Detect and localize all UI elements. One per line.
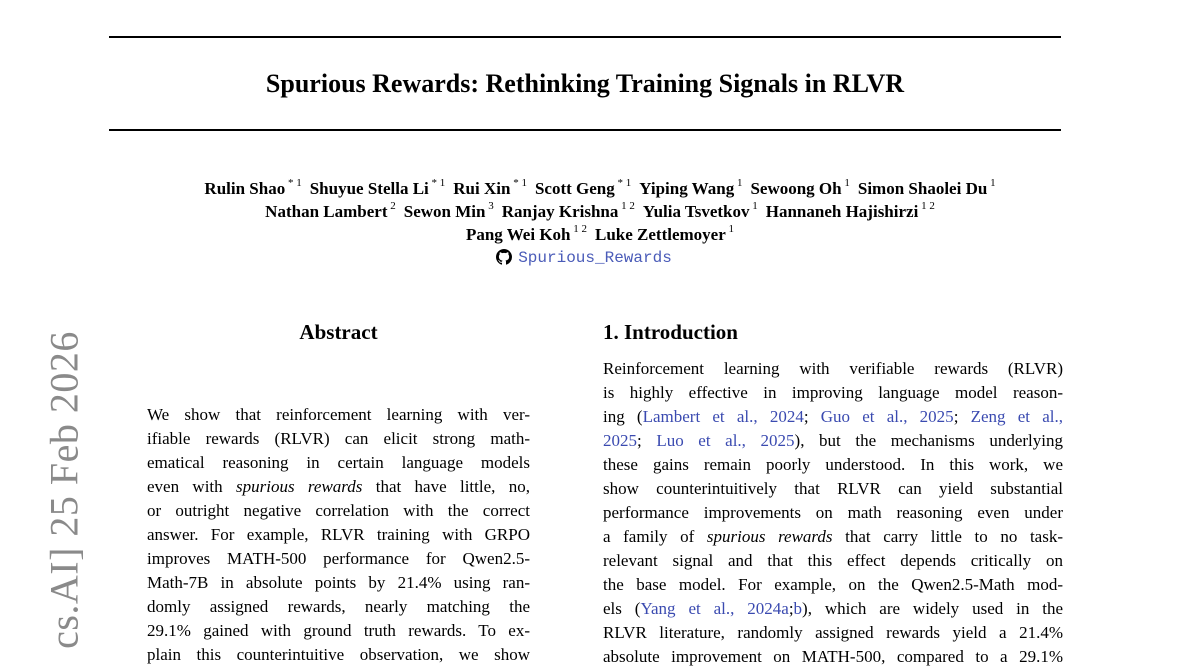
introduction-line: show counterintuitively that RLVR can yield substantial [603,479,1063,498]
author-name [858,179,996,198]
abstract-line: Math-7B in absolute points by 21.4% using ran- [147,573,530,592]
abstract-body [147,403,530,667]
author-list-row-3 [20,219,1180,246]
top-rule [109,36,1061,38]
author-name-text: Simon Shaolei Du [857,178,988,198]
author-affiliation-mark: 1 [749,200,758,212]
author-name [265,202,396,221]
abstract-line: We show that reinforcement learning with ver- [147,405,530,424]
author-name [750,179,849,198]
paper-title: Spurious Rewards: Rethinking Training Signals in RLVR [265,69,905,98]
author-affiliation-mark: 1 [734,177,743,189]
author-name-text: Sewon Min [403,201,486,221]
abstract-heading: Abstract [299,320,378,344]
introduction-line: is highly effective in improving language model reason- [603,383,1063,402]
introduction-line: absolute improvement on MATH-500, compared to a 29.1% [603,647,1063,666]
author-name-text: Rulin Shao [204,178,286,198]
author-affiliation-mark: 1 [841,177,850,189]
introduction-line: els (Yang et al., 2024a;b), which are widely used in the [603,599,1063,618]
author-name-text: Rui Xin [453,178,511,198]
abstract-line: answer. For example, RLVR training with GRPO [147,525,530,544]
author-name [766,202,935,221]
citation-link[interactable]: Luo et al., 2025 [656,431,795,450]
introduction-line: ing (Lambert et al., 2024; Guo et al., 2025; Zeng et al., [603,407,1063,426]
author-affiliation-mark: 1 2 [918,200,935,212]
abstract-line: even with spurious rewards that have little, no, [147,477,530,496]
abstract-line: domly assigned rewards, nearly matching the [147,597,530,616]
author-name-text: Nathan Lambert [265,201,388,221]
author-name [466,225,587,244]
abstract-line: ematical reasoning in certain language models [147,453,530,472]
author-affiliation-mark: * 1 [428,177,446,189]
citation-link[interactable]: Zeng et al., [970,407,1063,426]
author-name [453,179,527,198]
author-name [595,225,734,244]
author-name [639,179,742,198]
citation-link[interactable]: 2025 [603,431,637,450]
author-name [310,179,446,198]
citation-link[interactable]: b [793,599,803,618]
introduction-line: the base model. For example, on the Qwen2.5-Math mod- [603,575,1063,594]
author-affiliation-mark: * 1 [614,177,632,189]
author-name [404,202,494,221]
author-affiliation-mark: * 1 [285,177,302,189]
author-name-text: Hannaneh Hajishirzi [765,201,919,221]
title-bottom-rule [109,129,1061,131]
author-name [502,202,635,221]
abstract-line: 29.1% gained with ground truth rewards. To ex- [147,621,530,640]
author-name-text: Luke Zettlemoyer [595,224,726,244]
emphasis-text: spurious rewards [706,527,833,546]
author-affiliation-mark: 2 [387,200,396,212]
introduction-line: RLVR literature, randomly assigned rewards yield a 21.4% [603,623,1063,642]
repo-link-label[interactable]: Spurious_Rewards [518,249,672,267]
author-name-text: Yulia Tsvetkov [642,201,750,221]
author-name-text: Yiping Wang [639,178,735,198]
abstract-line: improves MATH-500 performance for Qwen2.5- [147,549,530,568]
author-affiliation-mark: 1 [987,177,996,189]
introduction-line: these gains remain poorly understood. In this work, we [603,455,1063,474]
citation-link[interactable]: Lambert et al., 2024 [642,407,804,426]
repo-link[interactable] [0,247,1168,269]
abstract-line: ifiable rewards (RLVR) can elicit strong math- [147,429,530,448]
author-name-text: Pang Wei Koh [465,224,571,244]
introduction-line: relevant signal and that this effect depends critically on [603,551,1063,570]
introduction-body [603,357,1063,669]
arxiv-side-stamp: cs.AI] 25 Feb 2026 [41,331,87,649]
author-name-text: Shuyue Stella Li [309,178,429,198]
introduction-heading: 1. Introduction [603,320,738,344]
author-name [204,179,301,198]
emphasis-text: spurious rewards [236,477,363,496]
author-name-text: Ranjay Krishna [501,201,619,221]
citation-link[interactable]: Yang et al., 2024a [640,599,789,618]
introduction-line: performance improvements on math reasoning even under [603,503,1063,522]
author-affiliation-mark: 1 2 [570,223,587,235]
introduction-line: 2025; Luo et al., 2025), but the mechanisms underlying [603,431,1063,450]
introduction-line: a family of spurious rewards that carry little to no task- [603,527,1063,546]
author-affiliation-mark: 1 2 [618,200,635,212]
author-name [643,202,758,221]
author-name-text: Scott Geng [534,178,615,198]
author-name [535,179,631,198]
github-icon [496,249,518,267]
author-affiliation-mark: * 1 [510,177,527,189]
abstract-line: or outright negative correlation with the correct [147,501,530,520]
citation-link[interactable]: Guo et al., 2025 [820,407,954,426]
abstract-line: plain this counterintuitive observation, we show [147,645,530,664]
author-affiliation-mark: 1 [725,223,735,235]
author-affiliation-mark: 3 [485,200,494,212]
introduction-line: Reinforcement learning with verifiable rewards (RLVR) [603,359,1063,378]
author-name-text: Sewoong Oh [750,178,842,198]
